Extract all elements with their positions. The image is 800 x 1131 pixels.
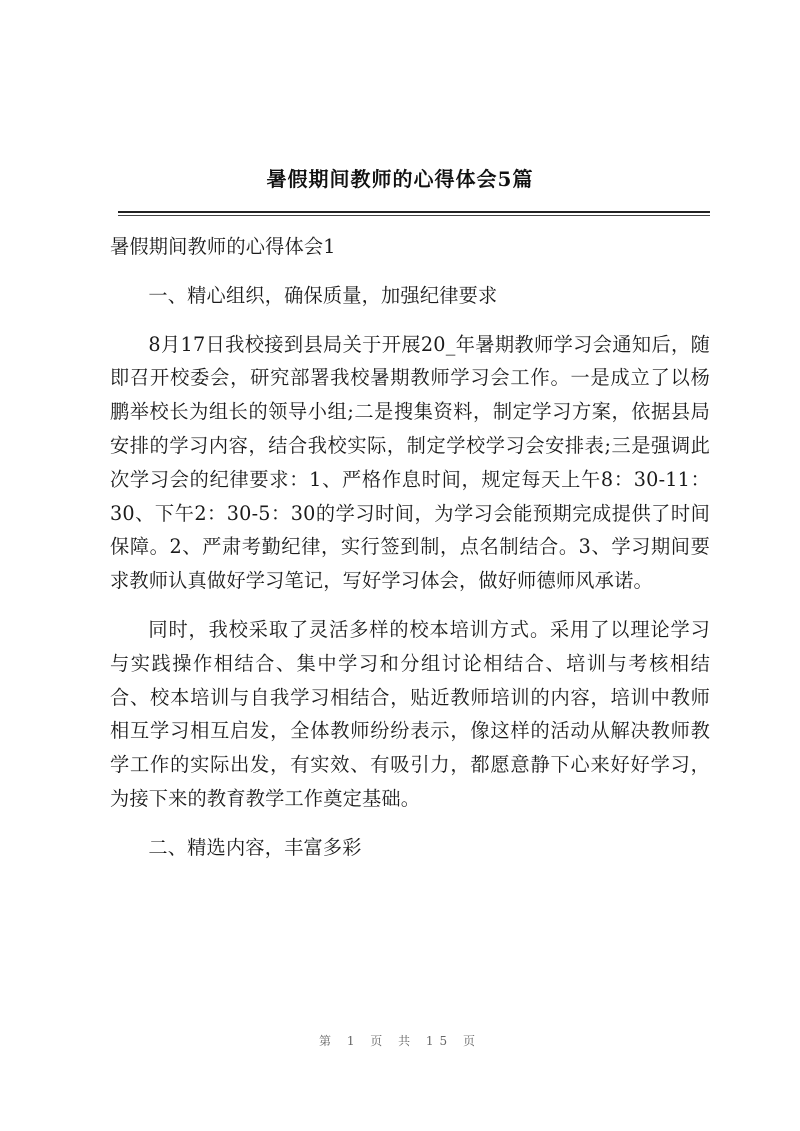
subsection-heading: 一、精心组织，确保质量，加强纪律要求 [148, 283, 498, 307]
title-divider [118, 211, 710, 213]
title-divider-thin [118, 215, 710, 216]
page-number: 第 1 页 共 15 页 [319, 1034, 481, 1048]
body-paragraph: 同时，我校采取了灵活多样的校本培训方式。采用了以理论学习与实践操作相结合、集中学习和分组讨论相结合、培训与考核相结合、校本培训与自我学习相结合，贴近教师培训的内容，培训中教师相互学习相互启发，全体教师纷纷表示，像这样的活动从解决教师教学工作的实际出发，有实效、有吸引力，都愿意静下心来好好学习，为接下来的教育教学工作奠定基础。 [110, 617, 710, 810]
document-title: 暑假期间教师的心得体会5篇 [266, 167, 534, 191]
document-body [110, 230, 710, 865]
body-paragraph: 8月17日我校接到县局关于开展20_年暑期教师学习会通知后，随即召开校委会，研究部署我校暑期教师学习会工作。一是成立了以杨鹏举校长为组长的领导小组;二是搜集资料，制定学习方案，依据县局安排的学习内容，结合我校实际，制定学校学习会安排表;三是强调此次学习会的纪律要求：1、严格作息时间，规定每天上午8：30-11：30、下午2：30-5：30的学习时间，为学习会能预期完成提供了时间保障。2、严肃考勤纪律，实行签到制，点名制结合。3、学习期间要求教师认真做好学习笔记，写好学习体会，做好师德师风承诺。 [110, 332, 710, 593]
subsection-heading: 二、精选内容，丰富多彩 [148, 835, 362, 859]
section-heading: 暑假期间教师的心得体会1 [110, 235, 336, 258]
